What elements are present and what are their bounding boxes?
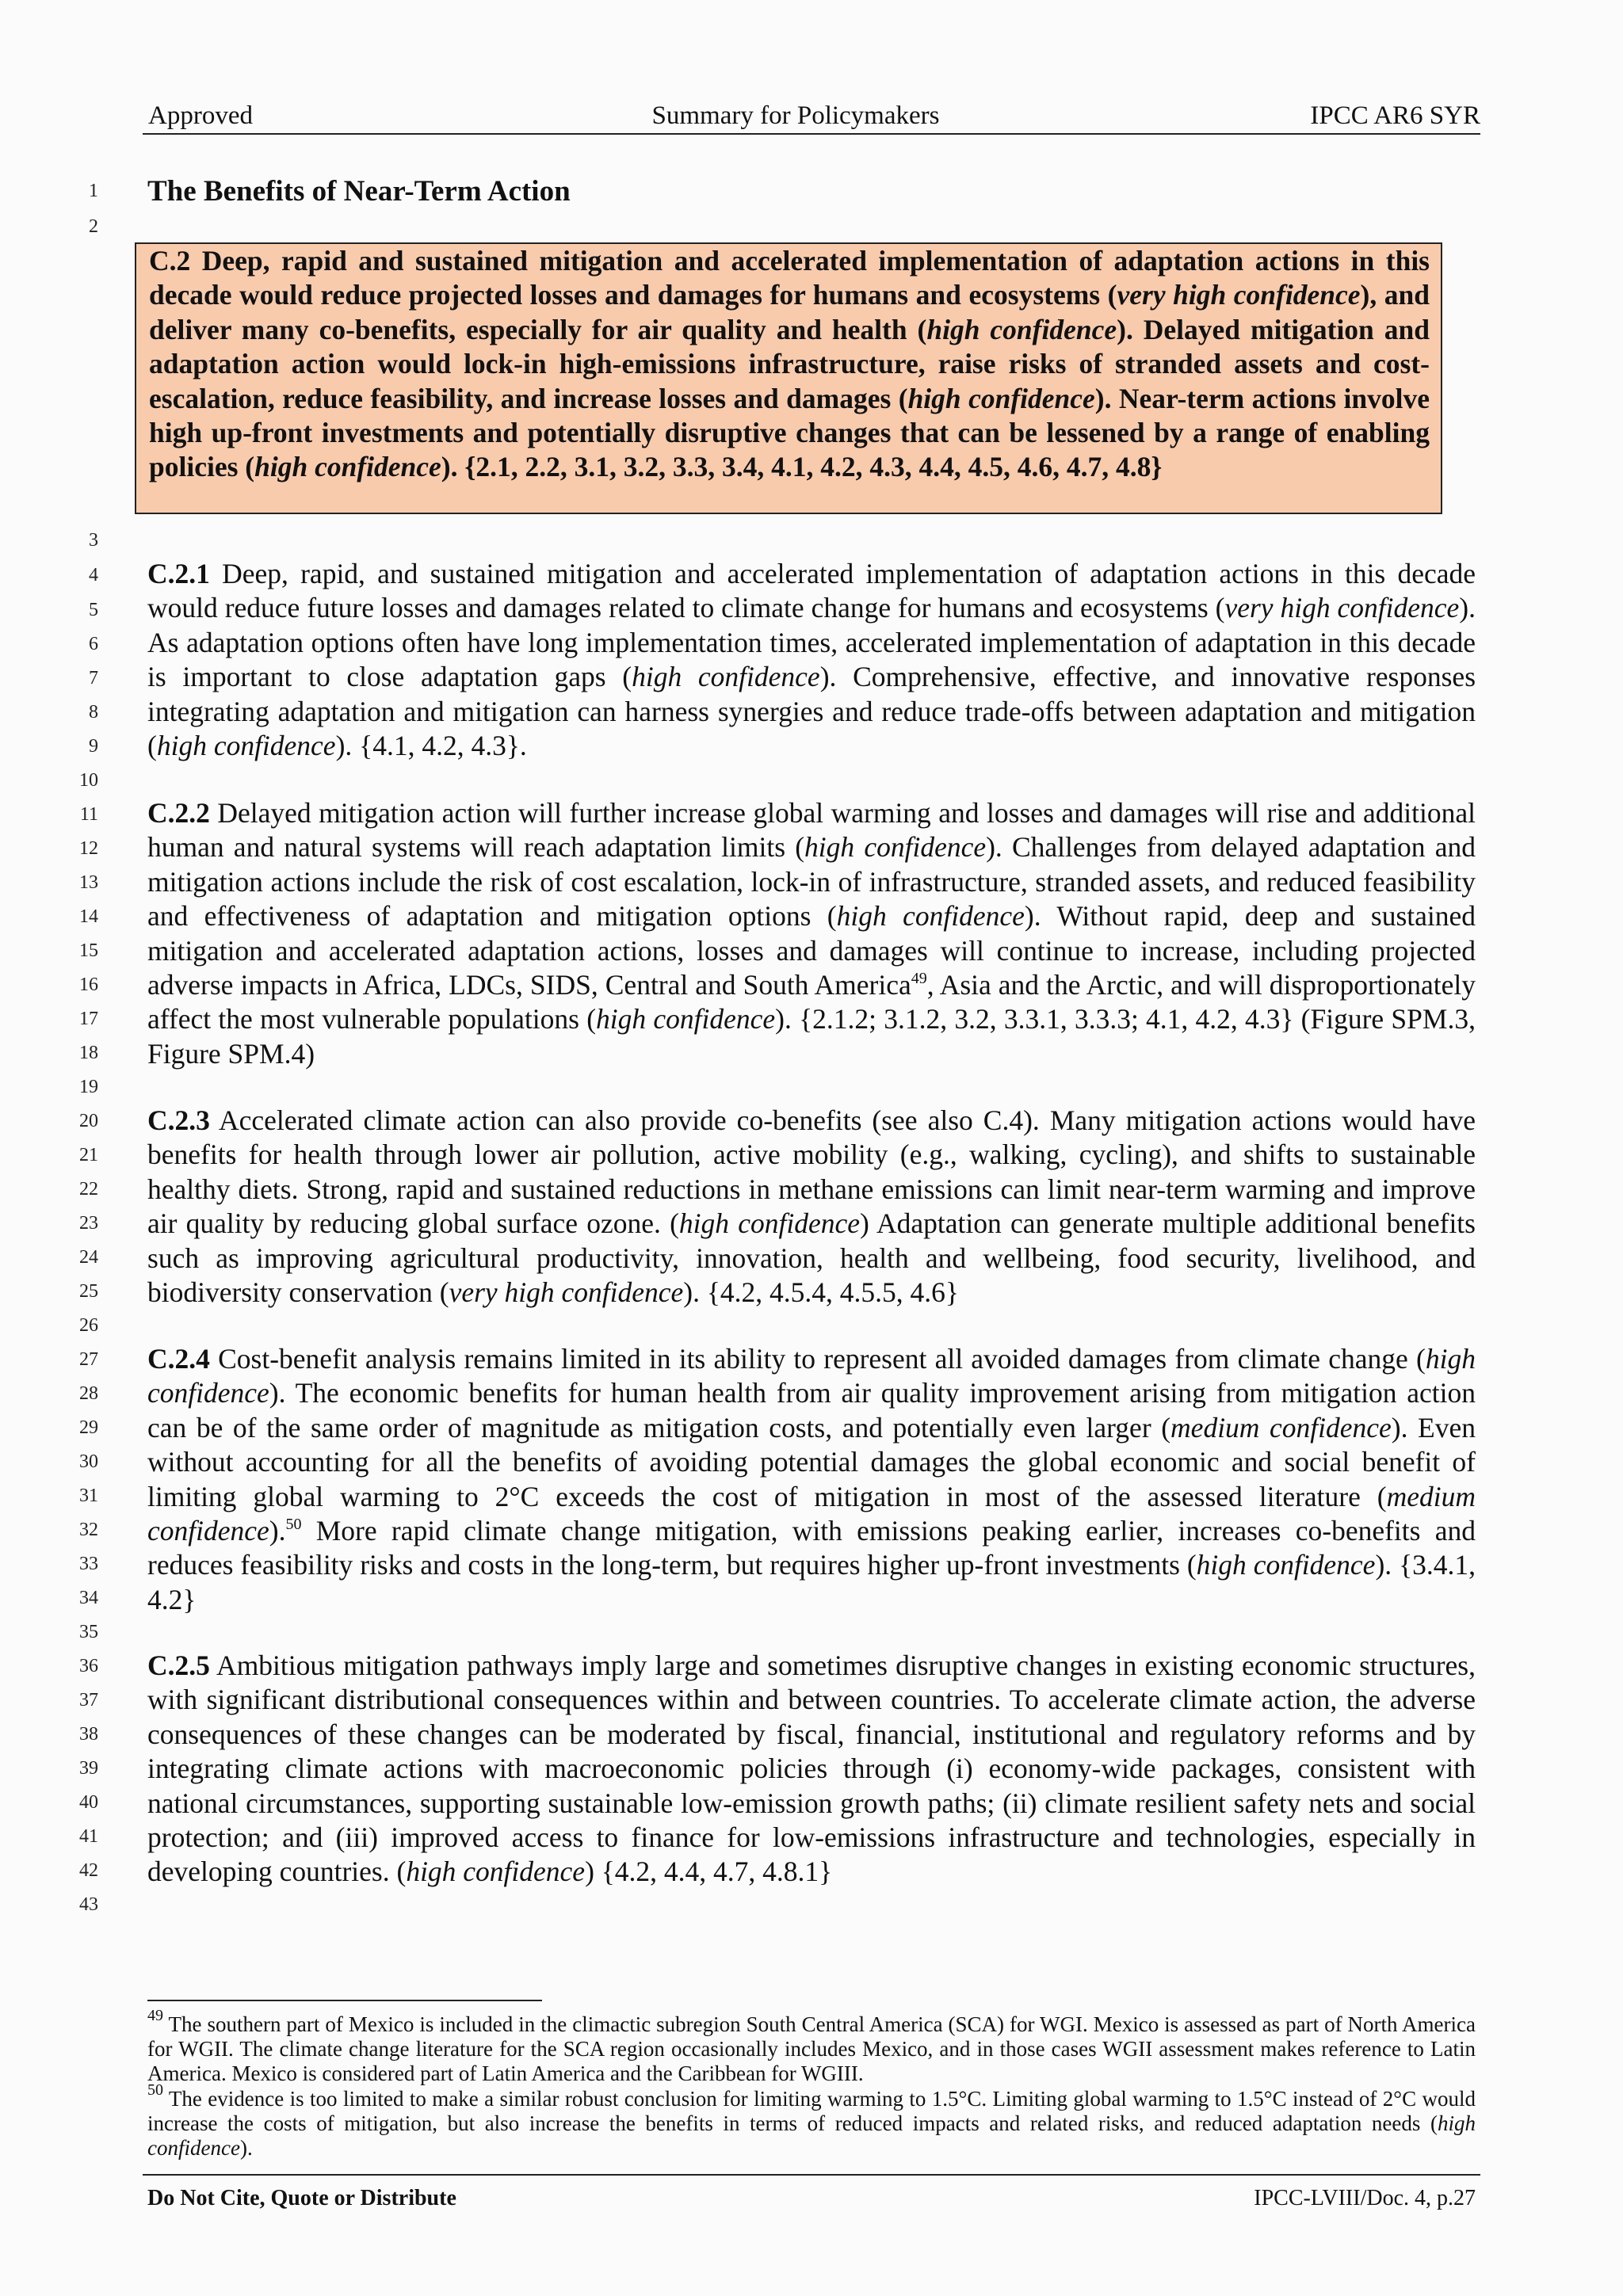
confidence-qualifier: very high confidence [1117, 279, 1361, 311]
paragraph-c23: C.2.3 Accelerated climate action can also provide co-benefits (see also C.4). Many mitigation actions would have benefits for health through lower air pollution, active mobility (e.g., walking, cycling), and shifts to sustainable healthy diets. Strong, rapid and sustained reductions in methane emissions can limit near-term warming and improve air quality by reducing global surface ozone. (high confidence) Adaptation can generate multiple additional benefits such as improving agricultural productivity, innovation, health and wellbeing, food security, livelihood, and biodiversity conservation (very high confidence). {4.2, 4.5.4, 4.5.5, 4.6} [147, 1104, 1476, 1309]
confidence-qualifier: high confidence [836, 900, 1025, 933]
line-number: 11 [79, 804, 98, 825]
confidence-qualifier: medium confidence [1170, 1411, 1392, 1444]
paragraph-c24: C.2.4 Cost-benefit analysis remains limited in its ability to represent all avoided damages from climate change (high confidence). The economic benefits for human health from air quality improvement arising from mitigation action can be of the same order of magnitude as mitigation costs, and potentially even larger (medium confidence). Even without accounting for all the benefits of avoiding potential damages the global economic and social benefit of limiting global warming to 2°C exceeds the cost of mitigation in most of the assessed literature (medium confidence).$^{50}$ More rapid climate change mitigation, with emissions peaking earlier, increases co-benefits and reduces feasibility risks and costs in the long-term, but requires higher up-front investments (high confidence). {3.4.1, 4.2} [147, 1343, 1476, 1615]
confidence-qualifier: high confidence [147, 1343, 1476, 1409]
line-number: 40 [79, 1792, 98, 1813]
line-number: 26 [79, 1315, 98, 1336]
footer-notice: Do Not Cite, Quote or Distribute [147, 2186, 456, 2210]
headline-statement-box [135, 242, 1442, 514]
line-number: 33 [79, 1554, 98, 1574]
confidence-qualifier: medium confidence [147, 1480, 1476, 1547]
line-number: 22 [79, 1179, 98, 1199]
confidence-qualifier: high confidence [632, 661, 820, 693]
line-number: 17 [79, 1009, 98, 1029]
line-number: 41 [79, 1826, 98, 1847]
footer-page-ref: IPCC-LVIII/Doc. 4, p.27 [1254, 2186, 1476, 2210]
line-number: 15 [79, 940, 98, 961]
line-number: 3 [89, 530, 98, 551]
confidence-qualifier: high confidence [156, 730, 336, 762]
paragraph-c22: C.2.2 Delayed mitigation action will further increase global warming and losses and damages will rise and additional human and natural systems will reach adaptation limits (high confidence). Challenges from delayed adaptation and mitigation actions include the risk of cost escalation, lock-in of infrastructure, stranded assets, and reduced feasibility and effectiveness of adaptation and mitigation options (high confidence). Without rapid, deep and sustained mitigation and accelerated adaptation actions, losses and damages will continue to increase, including projected adverse impacts in Africa, LDCs, SIDS, Central and South America$^{49}$, Asia and the Arctic, and will disproportionately affect the most vulnerable populations (high confidence). {2.1.2; 3.1.2, 3.2, 3.3.1, 3.3.3; 4.1, 4.2, 4.3} (Figure SPM.3, Figure SPM.4) [147, 797, 1476, 1070]
confidence-qualifier: high confidence [1196, 1549, 1376, 1581]
paragraph-id: C.2.3 [147, 1104, 210, 1136]
line-number: 12 [79, 838, 98, 859]
line-number: 9 [89, 736, 98, 757]
line-number: 13 [79, 872, 98, 893]
paragraph-id: C.2.4 [147, 1343, 210, 1375]
confidence-qualifier: high confidence [678, 1207, 860, 1240]
header-status: Approved [148, 101, 253, 130]
line-number: 30 [79, 1451, 98, 1472]
paragraph-id: C.2.2 [147, 797, 210, 829]
line-number: 6 [89, 634, 98, 654]
footnote-49: $^{49}$ The southern part of Mexico is included in the climactic subregion South Central America (SCA) for WGI. Mexico is assessed as part of North America for WGII. The climate change literature for the SCA region occasionally includes Mexico, and in those cases WGII assessment makes reference to Latin America. Mexico is considered part of Latin America and the Caribbean for WGIII. [147, 2007, 1476, 2085]
line-number: 42 [79, 1860, 98, 1881]
line-number: 37 [79, 1690, 98, 1711]
header-title: Summary for Policymakers [651, 101, 940, 130]
paragraph-c21: C.2.1 Deep, rapid, and sustained mitigation and accelerated implementation of adaptation actions in this decade would reduce future losses and damages related to climate change for humans and ecosystems (very high confidence). As adaptation options often have long implementation times, accelerated implementation of adaptation in this decade is important to close adaptation gaps (high confidence). Comprehensive, effective, and innovative responses integrating adaptation and mitigation can harness synergies and reduce trade-offs between adaptation and mitigation (high confidence). {4.1, 4.2, 4.3}. [147, 558, 1476, 762]
line-number: 34 [79, 1588, 98, 1608]
line-number: 29 [79, 1417, 98, 1438]
footer-rule [143, 2174, 1480, 2176]
section-title: The Benefits of Near-Term Action [147, 175, 571, 208]
confidence-qualifier: high confidence [406, 1855, 586, 1888]
line-number: 32 [79, 1520, 98, 1540]
confidence-qualifier: high confidence [926, 313, 1117, 345]
line-number: 23 [79, 1213, 98, 1234]
footnote-reference[interactable]: 50 [285, 1516, 302, 1534]
line-number: 28 [79, 1383, 98, 1404]
line-number: 21 [79, 1145, 98, 1165]
statement-id: C.2 [149, 245, 191, 277]
confidence-qualifier: high confidence [596, 1003, 776, 1035]
line-number: 1 [89, 181, 98, 201]
line-number: 38 [79, 1724, 98, 1745]
header-rule [143, 133, 1480, 135]
line-number: 7 [89, 668, 98, 688]
footnote-separator [147, 2000, 542, 2001]
line-number: 14 [79, 906, 98, 927]
confidence-qualifier: high confidence [254, 451, 441, 483]
line-number: 43 [79, 1894, 98, 1915]
footnote-reference[interactable]: 49 [911, 970, 927, 988]
confidence-qualifier: very high confidence [449, 1276, 684, 1309]
confidence-qualifier: high confidence [804, 831, 987, 864]
footnote-50: $^{50}$ The evidence is too limited to make a similar robust conclusion for limiting warming to 1.5°C. Limiting global warming to 1.5°C instead of 2°C would increase the costs of mitigation, but also increase the benefits in terms of reduced impacts and related risks, and reduced adaptation needs (high confidence). [147, 2081, 1476, 2160]
line-number: 20 [79, 1111, 98, 1131]
line-number: 35 [79, 1622, 98, 1642]
line-number: 5 [89, 600, 98, 620]
paragraph-c25: C.2.5 Ambitious mitigation pathways imply large and sometimes disruptive changes in existing economic structures, with significant distributional consequences within and between countries. To accelerate climate action, the adverse consequences of these changes can be moderated by fiscal, financial, institutional and regulatory reforms and by integrating climate actions with macroeconomic policies through (i) economy-wide packages, consistent with national circumstances, supporting sustainable low-emission growth paths; (ii) climate resilient safety nets and social protection; and (iii) improved access to finance for low-emissions infrastructure and technologies, especially in developing countries. (high confidence) {4.2, 4.4, 4.7, 4.8.1} [147, 1650, 1476, 1888]
line-number: 31 [79, 1486, 98, 1506]
confidence-qualifier: high confidence [147, 2111, 1476, 2160]
line-number: 36 [79, 1656, 98, 1676]
line-number: 18 [79, 1043, 98, 1063]
line-number: 10 [79, 770, 98, 791]
line-number: 27 [79, 1349, 98, 1370]
line-number: 39 [79, 1758, 98, 1779]
line-number: 2 [89, 216, 98, 237]
line-number: 25 [79, 1281, 98, 1302]
header-report-id: IPCC AR6 SYR [1310, 101, 1480, 130]
headline-statement-text: C.2 Deep, rapid and sustained mitigation and accelerated implementation of adaptation actions in this decade would reduce projected losses and damages for humans and ecosystems (very high confidence), and deliver many co-benefits, especially for air quality and health (high confidence). Delayed mitigation and adaptation action would lock-in high-emissions infrastructure, raise risks of stranded assets and cost-escalation, reduce feasibility, and increase losses and damages (high confidence). Near-term actions involve high up-front investments and potentially disruptive changes that can be lessened by a range of enabling policies (high confidence). {2.1, 2.2, 3.1, 3.2, 3.3, 3.4, 4.1, 4.2, 4.3, 4.4, 4.5, 4.6, 4.7, 4.8} [149, 245, 1430, 483]
footnote-number: 50 [147, 2081, 163, 2099]
line-number: 24 [79, 1247, 98, 1268]
footnote-number: 49 [147, 2007, 163, 2024]
paragraph-id: C.2.5 [147, 1650, 210, 1681]
line-number: 4 [89, 565, 98, 585]
line-number: 8 [89, 702, 98, 723]
line-number: 16 [79, 974, 98, 995]
line-number: 19 [79, 1077, 98, 1097]
confidence-qualifier: high confidence [907, 382, 1095, 414]
confidence-qualifier: very high confidence [1224, 592, 1460, 624]
paragraph-id: C.2.1 [147, 558, 210, 589]
